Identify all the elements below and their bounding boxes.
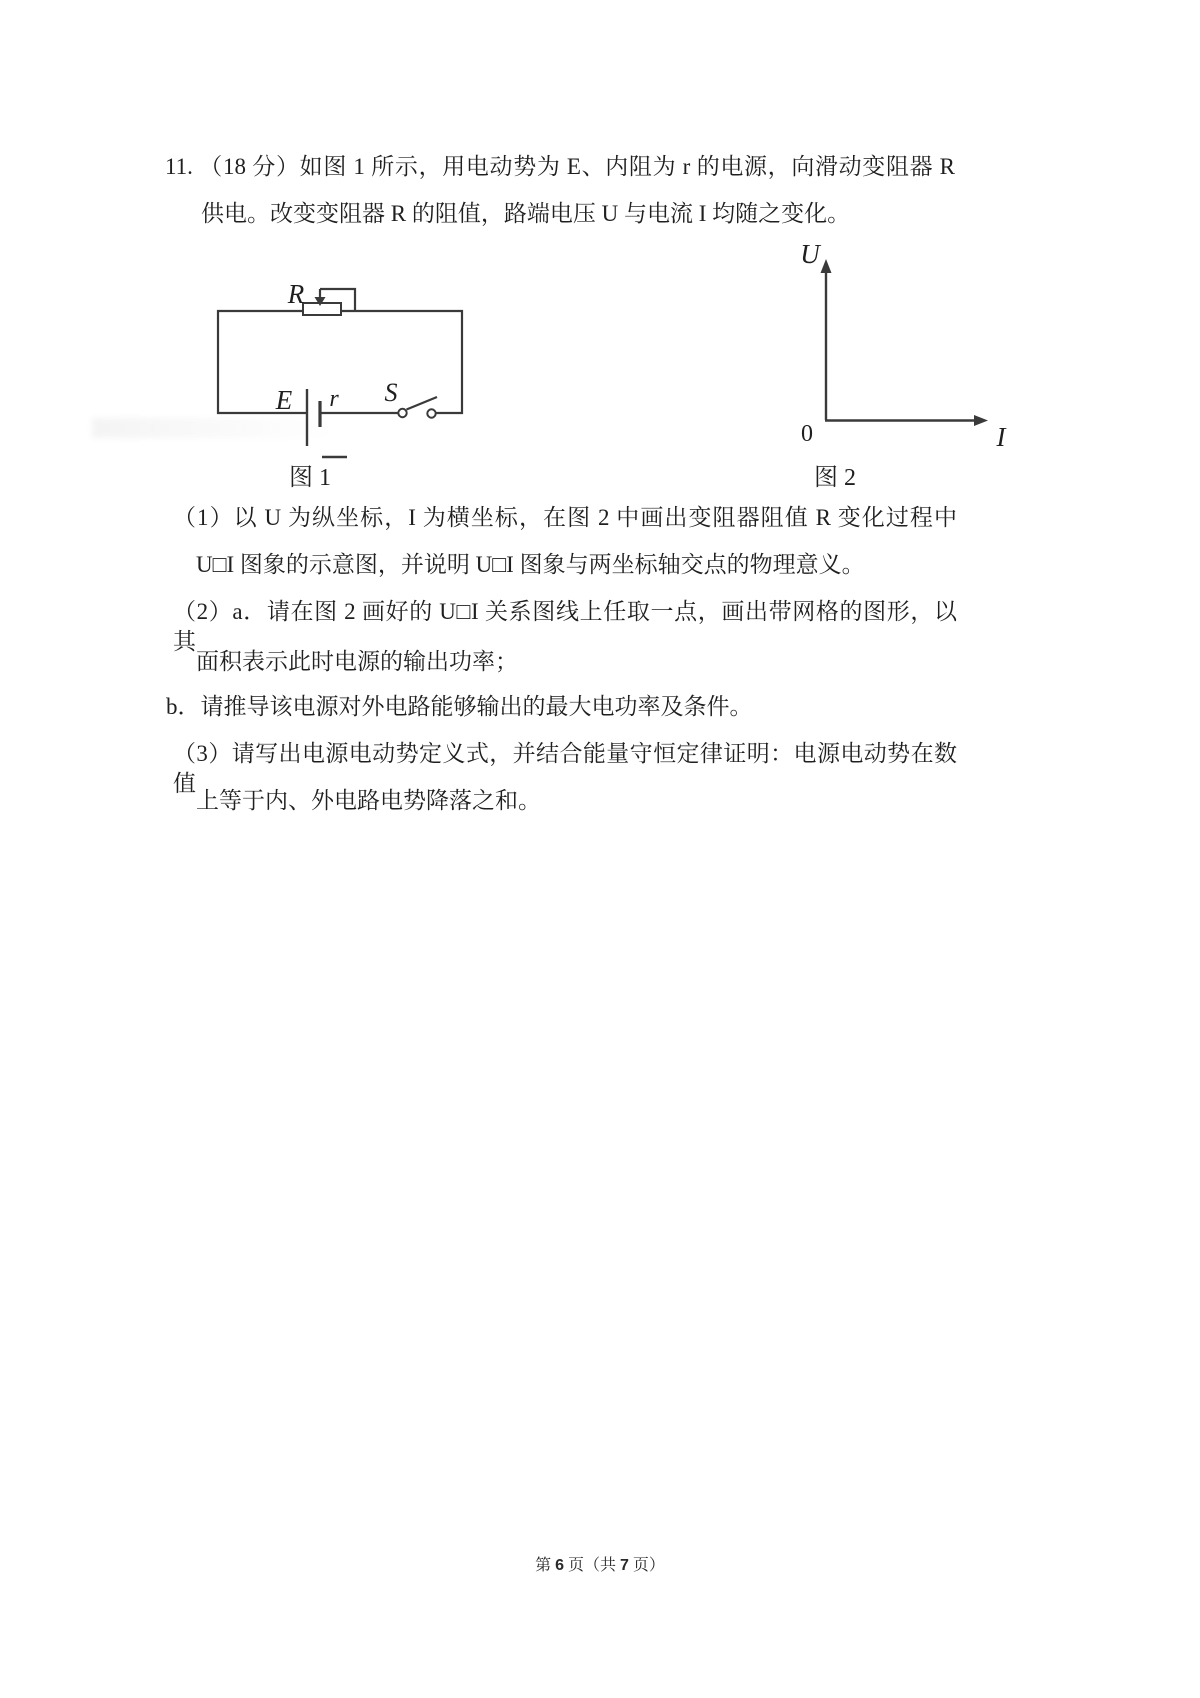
figure2-caption: 图 2	[814, 465, 856, 491]
footer-page-number: 6	[555, 1557, 564, 1574]
part3-line-1: （3）请写出电源电动势定义式，并结合能量守恒定律证明：电源电动势在数值	[173, 741, 957, 796]
label-internal-resistance-r: r	[329, 386, 339, 412]
part1-line-1: （1）以 U 为纵坐标，I 为横坐标，在图 2 中画出变阻器阻值 R 变化过程中	[173, 505, 957, 530]
footer-prefix: 第	[535, 1557, 552, 1574]
label-y-axis-U: U	[800, 239, 820, 269]
part2a-line-2: 面积表示此时电源的输出功率；	[196, 649, 518, 674]
switch-lever	[407, 397, 438, 410]
part3-line-2: 上等于内、外电路电势降落之和。	[196, 788, 541, 813]
figure2-ui-axes	[700, 233, 1015, 455]
label-switch-S: S	[384, 378, 398, 407]
question-11-line-1: 11. （18 分）如图 1 所示，用电动势为 E、内阻为 r 的电源，向滑动变阻器 R	[165, 154, 955, 179]
page-footer	[0, 1552, 1200, 1575]
question-11-line-2: 供电。改变变阻器 R 的阻值，路端电压 U 与电流 I 均随之变化。	[201, 201, 851, 226]
y-axis-arrowhead	[821, 259, 832, 273]
footer-middle: 页（共	[567, 1557, 616, 1574]
label-origin-0: 0	[801, 421, 813, 447]
label-x-axis-I: I	[996, 422, 1006, 452]
part2a-line-1: （2）a．请在图 2 画好的 U□I 关系图线上任取一点，画出带网格的图形，以其	[173, 599, 957, 654]
part2b-line-1: b．请推导该电源对外电路能够输出的最大电功率及条件。	[166, 694, 753, 719]
footer-total-pages: 7	[620, 1557, 629, 1574]
circuit-wire-loop	[218, 311, 462, 413]
label-rheostat-R: R	[287, 279, 305, 309]
part1-line-2: U□I 图象的示意图，并说明 U□I 图象与两坐标轴交点的物理意义。	[196, 552, 865, 577]
label-emf-E: E	[275, 385, 293, 415]
footer-suffix: 页）	[632, 1557, 665, 1574]
x-axis-arrowhead	[974, 415, 988, 426]
switch-contact-right	[427, 409, 435, 417]
rheostat-body	[303, 303, 341, 315]
figure1-caption: 图 1	[289, 465, 331, 491]
figure1-circuit-diagram	[190, 262, 490, 467]
switch-contact-left	[398, 409, 406, 417]
